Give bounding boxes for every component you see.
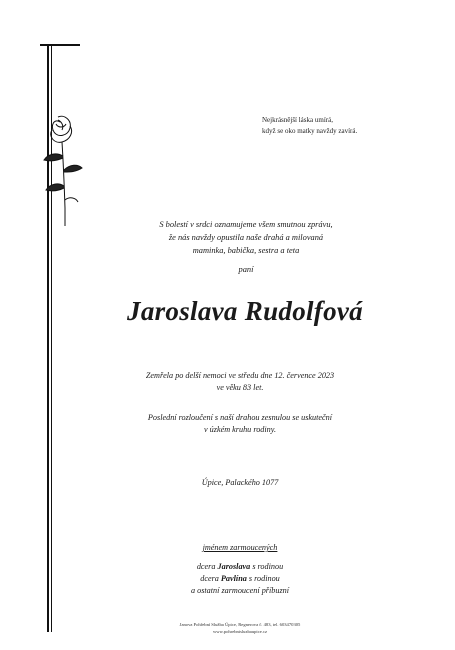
- quote-block: [262, 115, 357, 137]
- announcement-intro: [96, 218, 396, 276]
- intro-line: že nás navždy opustila naše drahá a milovaná: [168, 233, 324, 242]
- death-line: ve věku 83 let.: [216, 383, 264, 392]
- farewell-info: [90, 412, 390, 436]
- horizontal-border-line: [40, 44, 80, 46]
- death-info: [90, 370, 390, 394]
- quote-line: Nejkrásnější láska umírá,: [262, 116, 333, 124]
- intro-line: maminka, babička, sestra a teta: [192, 246, 300, 255]
- footer-url: www.pohrebnisluzbaupice.cz: [212, 628, 268, 634]
- mourners-list: [90, 561, 390, 597]
- intro-line: S bolestí v srdci oznamujeme všem smutnou zprávu,: [159, 220, 333, 229]
- mourners-heading-text: jménem zarmoucených: [202, 543, 278, 552]
- farewell-line: Poslední rozloučení s naší drahou zesnulou se uskuteční: [147, 413, 333, 422]
- mourner-relation: dcera: [200, 574, 219, 583]
- quote-line: když se oko matky navždy zavírá.: [262, 127, 358, 135]
- mourner-suffix: s rodinou: [252, 562, 284, 571]
- footer-line: Janova Pohřební Služba Úpice, Regnerova č. 483, tel. 603470305: [179, 622, 301, 627]
- mourner-name: Jaroslava: [217, 562, 251, 571]
- family-address: Úpice, Palackého 1077: [201, 478, 279, 487]
- mourner-row: [90, 573, 390, 585]
- mourner-row: [90, 561, 390, 573]
- farewell-line: v úzkém kruhu rodiny.: [203, 425, 276, 434]
- pani-label: paní: [238, 265, 254, 274]
- mourner-name: Pavlína: [220, 574, 247, 583]
- funeral-service-footer: [90, 622, 390, 635]
- deceased-name: Jaroslava Rudolfová: [127, 296, 363, 326]
- death-line: Zemřela po delší nemoci ve středu dne 12. července 2023: [145, 371, 335, 380]
- mourner-relation: dcera: [196, 562, 216, 571]
- mourners-heading: [90, 543, 390, 552]
- mourner-suffix: s rodinou: [248, 574, 280, 583]
- rose-icon: [38, 108, 84, 228]
- mourner-row: a ostatní zarmoucení příbuzní: [190, 586, 290, 595]
